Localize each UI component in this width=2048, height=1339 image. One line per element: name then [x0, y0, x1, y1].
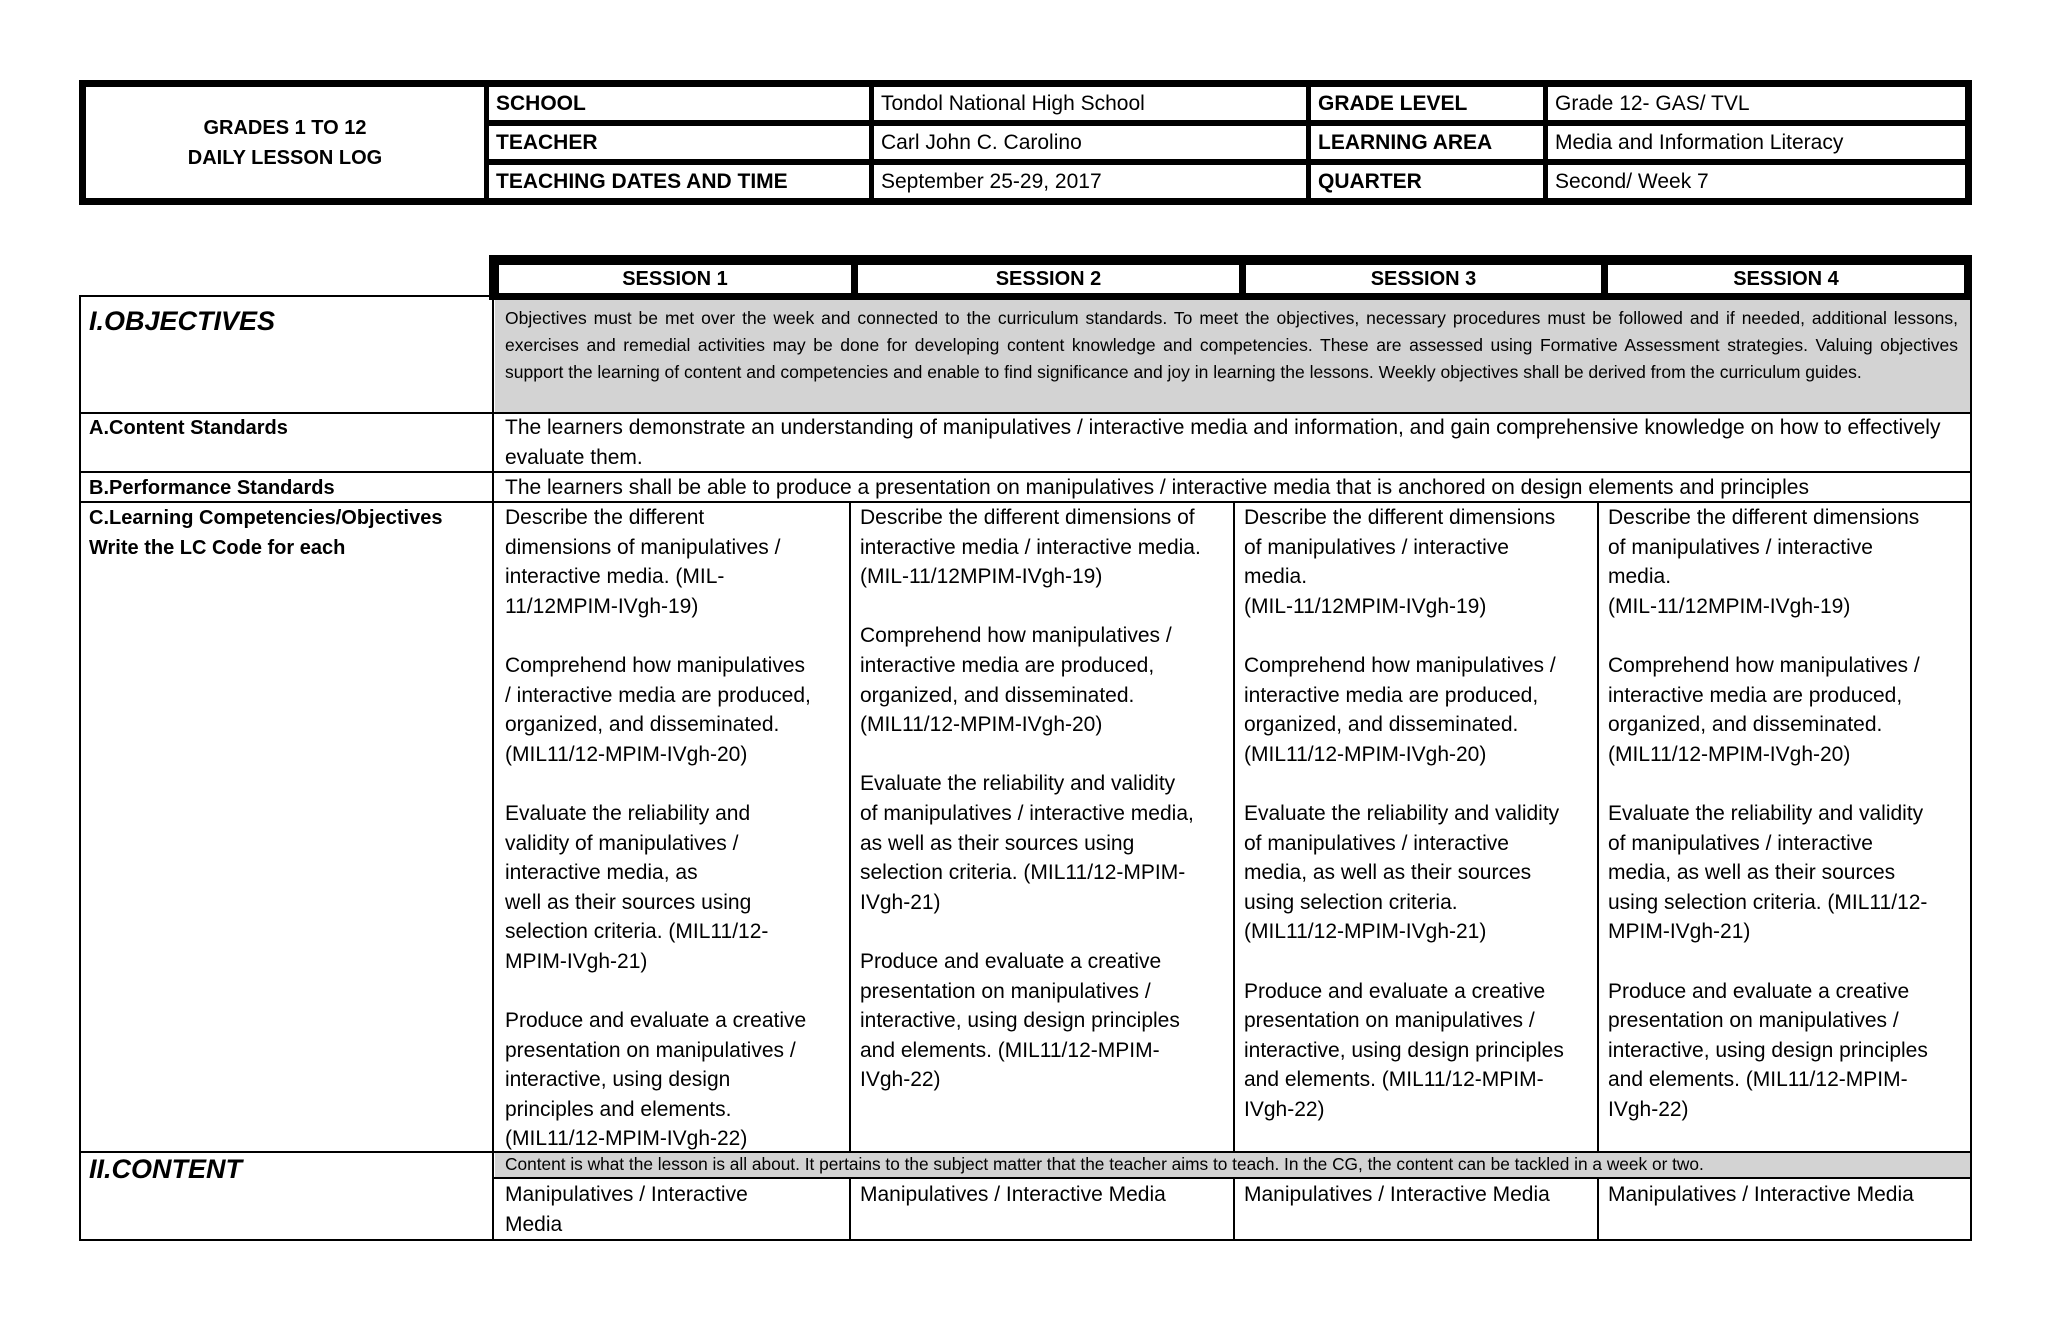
grade-level-value: Grade 12- GAS/ TVL: [1548, 87, 1965, 120]
label-column-divider: [492, 296, 494, 1241]
session-divider-3: [1597, 503, 1599, 1151]
competencies-label-line-1: C.Learning Competencies/Objectives: [89, 507, 443, 529]
quarter-label: QUARTER: [1311, 165, 1543, 198]
competencies-session-4: Describe the different dimensions of manipulatives / interactive media. (MIL-11/12MPIM-IVgh-19) Comprehend how manipulatives / interactive media are produced, organized, and disseminated. (MIL11/12-MPIM-IVgh-20) Evaluate the reliability and validity of manipulatives / interactive media, as well as their sources using selection criteria. (MIL11/12- MPIM-IVgh-21) Produce and evaluate a creative presentation on manipulatives / interactive, using design principles and elements. (MIL11/12-MPIM- IVgh-22): [1608, 506, 1928, 1121]
table-border-top: [79, 295, 492, 297]
content-heading: II.CONTENT: [89, 1154, 242, 1184]
session-header-row: [489, 255, 1972, 300]
performance-standards-label: B.Performance Standards: [89, 477, 335, 499]
teaching-dates-value: September 25-29, 2017: [874, 165, 1306, 198]
table-border-bottom: [79, 1239, 1972, 1241]
objectives-heading: I.OBJECTIVES: [89, 306, 276, 336]
content-session-4: Manipulatives / Interactive Media: [1608, 1183, 1914, 1206]
learning-area-label: LEARNING AREA: [1311, 126, 1543, 159]
session-divider-1: [849, 503, 851, 1151]
performance-standards-text: The learners shall be able to produce a presentation on manipulatives / interactive media that is anchored on design elements and principles: [505, 476, 1809, 499]
teacher-value: Carl John C. Carolino: [874, 126, 1306, 159]
session-divider-1-content: [849, 1177, 851, 1241]
content-session-2: Manipulatives / Interactive Media: [860, 1183, 1166, 1206]
session-3-header: SESSION 3: [1246, 265, 1601, 293]
table-border-left: [79, 296, 81, 1241]
teaching-dates-label: TEACHING DATES AND TIME: [489, 165, 869, 198]
teacher-label: TEACHER: [489, 126, 869, 159]
title-line-2: DAILY LESSON LOG: [187, 146, 383, 169]
competencies-label-line-2: Write the LC Code for each: [89, 537, 346, 559]
lesson-log-header: [79, 80, 1972, 205]
content-session-3: Manipulatives / Interactive Media: [1244, 1183, 1550, 1206]
competencies-session-2: Describe the different dimensions of interactive media / interactive media. (MIL-11/12MPIM-IVgh-19) Comprehend how manipulatives / interactive media are produced, organized, and disseminated. (MIL11/12-MPIM-IVgh-20) Evaluate the reliability and validity of manipulatives / interactive media, as well as their sources using selection criteria. (MIL11/12-MPIM- IVgh-21) Produce and evaluate a creative presentation on manipulatives / interactive, using design principles and elements. (MIL11/12-MPIM- IVgh-22): [860, 506, 1201, 1092]
session-1-header: SESSION 1: [499, 265, 851, 293]
session-divider-3-content: [1597, 1177, 1599, 1241]
learning-area-value: Media and Information Literacy: [1548, 126, 1965, 159]
school-value: Tondol National High School: [874, 87, 1306, 120]
table-border-right: [1970, 296, 1972, 1241]
session-divider-2-content: [1233, 1177, 1235, 1241]
session-divider-2: [1233, 503, 1235, 1151]
competencies-session-1: Describe the different dimensions of manipulatives / interactive media. (MIL- 11/12MPIM-IVgh-19) Comprehend how manipulatives / interactive media are produced, organized, and disseminated. (MIL11/12-MPIM-IVgh-20) Evaluate the reliability and validity of manipulatives / interactive media, as well as their sources using selection criteria. (MIL11/12- MPIM-IVgh-21) Produce and evaluate a creative presentation on manipulatives / interactive, using design principles and elements. (MIL11/12-MPIM-IVgh-22): [505, 506, 811, 1151]
competencies-label: [89, 503, 442, 563]
row-divider-content-note: [492, 1177, 1972, 1179]
session-4-header: SESSION 4: [1608, 265, 1964, 293]
competencies-session-3: Describe the different dimensions of manipulatives / interactive media. (MIL-11/12MPIM-IVgh-19) Comprehend how manipulatives / interactive media are produced, organized, and disseminated. (MIL11/12-MPIM-IVgh-20) Evaluate the reliability and validity of manipulatives / interactive media, as well as their sources using selection criteria. (MIL11/12-MPIM-IVgh-21) Produce and evaluate a creative presentation on manipulatives / interactive, using design principles and elements. (MIL11/12-MPIM- IVgh-22): [1244, 506, 1564, 1121]
session-2-header: SESSION 2: [858, 265, 1239, 293]
content-session-1: Manipulatives / Interactive Media: [505, 1183, 748, 1236]
quarter-value: Second/ Week 7: [1548, 165, 1965, 198]
content-standards-text: The learners demonstrate an understanding of manipulatives / interactive media and information, and gain comprehensive knowledge on how to effectively evaluate them.: [505, 416, 1941, 469]
content-standards-label: A.Content Standards: [89, 417, 288, 439]
objectives-note: Objectives must be met over the week and connected to the curriculum standards. To meet the objectives, necessary procedures must be followed and if needed, additional lessons, exercises and remedial activities may be done for developing content knowledge and competencies. These are assessed using Formative Assessment strategies. Valuing objectives support the learning of content and competencies and enable to find significance and joy in learning the lessons. Weekly objectives shall be derived from the curriculum guides.: [505, 308, 1958, 382]
log-title: [86, 87, 484, 198]
school-label: SCHOOL: [489, 87, 869, 120]
grade-level-label: GRADE LEVEL: [1311, 87, 1543, 120]
title-line-1: GRADES 1 TO 12: [203, 116, 367, 139]
content-note: Content is what the lesson is all about. It pertains to the subject matter that the teacher aims to teach. In the CG, the content can be tackled in a week or two.: [505, 1154, 1704, 1174]
